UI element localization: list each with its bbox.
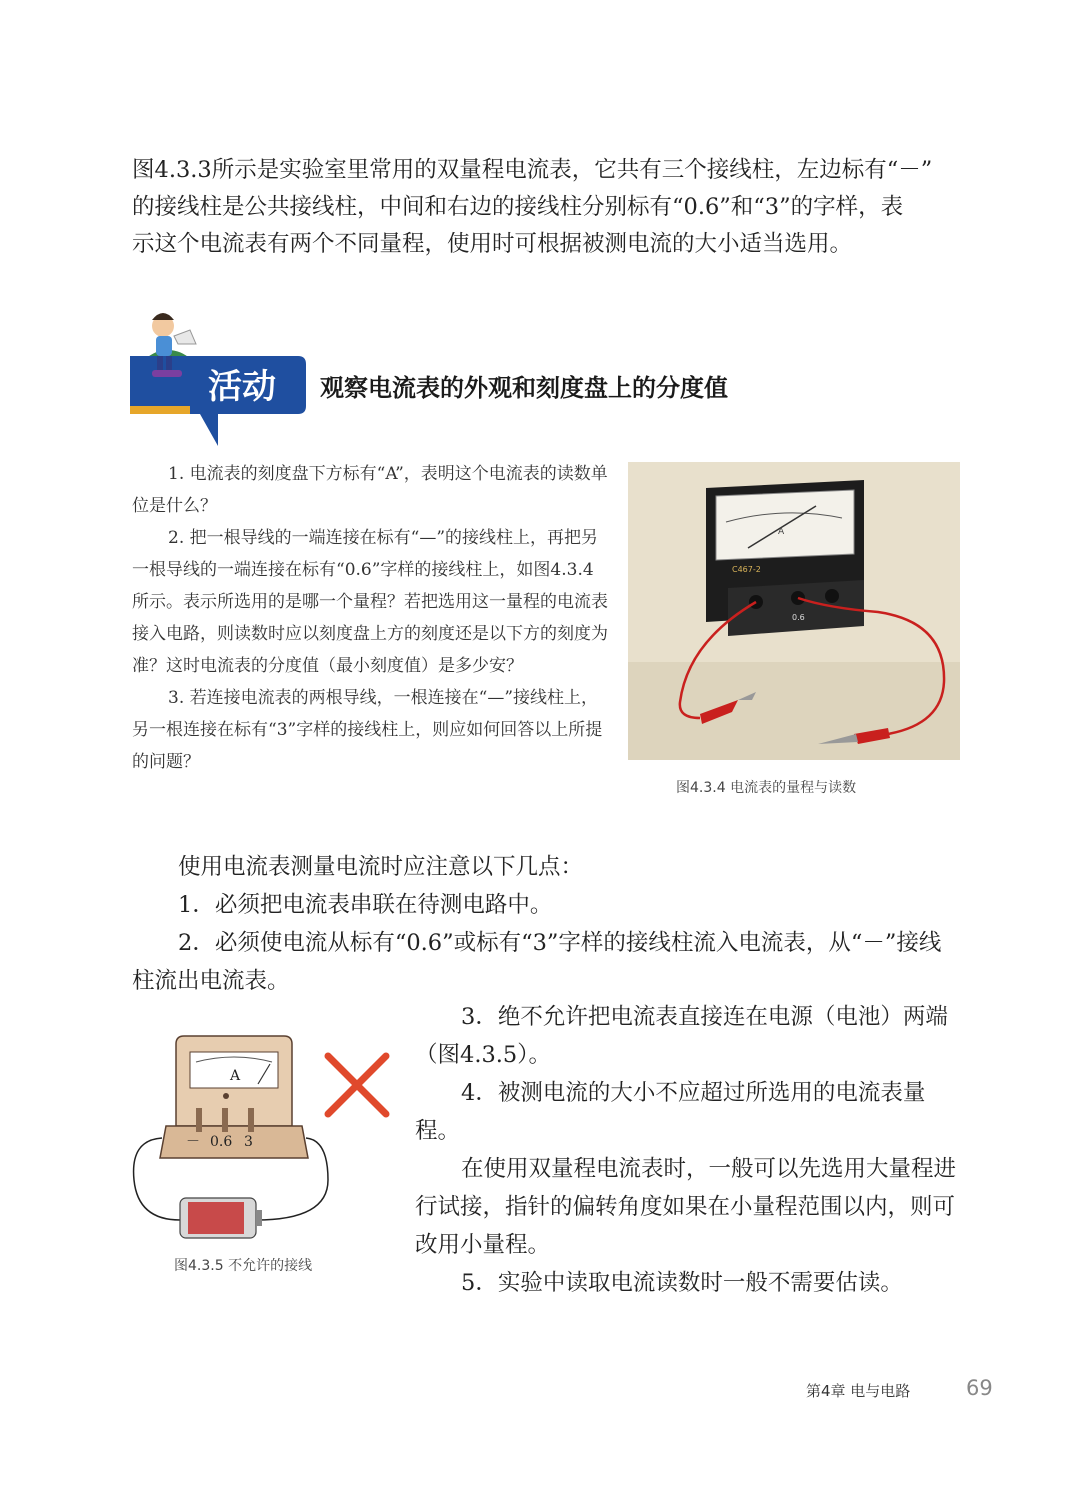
activity-title: 观察电流表的外观和刻度盘上的分度值: [320, 374, 728, 402]
intro-paragraph: [132, 152, 962, 263]
intro-line-3: 示这个电流表有两个不同量程，使用时可根据被测电流的大小适当选用。: [132, 231, 853, 257]
photo-caption: 图4.3.4 电流表的量程与读数: [676, 780, 857, 796]
note-item-5: 5．实验中读取电流读数时一般不需要估读。: [461, 1270, 903, 1296]
chapter-footer: 第4章 电与电路: [806, 1382, 911, 1400]
note-item-2: 2．必须使电流从标有“0.6”或标有“3”字样的接线柱流入电流表，从“－”接线柱流出电流表。: [132, 930, 942, 994]
photo-terminal-label: 0.6: [792, 613, 805, 622]
activity-badge-text: 活动: [208, 367, 276, 407]
activity-questions: [132, 458, 610, 778]
notes-section: [132, 848, 962, 1000]
terminal-minus-label: －: [186, 1134, 200, 1150]
question-1: 1. 电流表的刻度盘下方标有“A”，表明这个电流表的读数单位是什么？: [132, 464, 608, 516]
battery-icon: [180, 1198, 262, 1238]
intro-line-1: 图4.3.3所示是实验室里常用的双量程电流表，它共有三个接线柱，左边标有“－”: [132, 157, 933, 183]
cross-icon: [322, 1050, 392, 1120]
photo-model-label: C467-2: [732, 565, 761, 574]
note-item-4: 4．被测电流的大小不应超过所选用的电流表量程。: [415, 1080, 926, 1144]
notes-right-column: [415, 998, 961, 1302]
diagram-caption: 图4.3.5 不允许的接线: [174, 1258, 313, 1274]
note-item-3: 3．绝不允许把电流表直接连在电源（电池）两端（图4.3.5）。: [415, 1004, 948, 1068]
intro-line-2: 的接线柱是公共接线柱，中间和右边的接线柱分别标有“0.6”和“3”的字样，表: [132, 194, 904, 220]
question-3: 3. 若连接电流表的两根导线，一根连接在“—”接线柱上，另一根连接在标有“3”字样的接线柱上，则应如何回答以上所提的问题？: [132, 688, 603, 772]
photo-unit-label: A: [778, 527, 785, 537]
note-item-1: 1．必须把电流表串联在待测电路中。: [178, 892, 553, 918]
note-item-4b: 在使用双量程电流表时，一般可以先选用大量程进行试接，指针的偏转角度如果在小量程范围以内，则可改用小量程。: [415, 1156, 957, 1258]
terminal-3-label: 3: [244, 1134, 253, 1150]
ammeter-photo: [628, 462, 960, 760]
question-2: 2. 把一根导线的一端连接在标有“—”的接线柱上，再把另一根导线的一端连接在标有“0.6”字样的接线柱上，如图4.3.4所示。表示所选用的是哪一个量程？若把选用这一量程的电流表接入电路，则读数时应以刻度盘上方的刻度还是以下方的刻度为准？这时电流表的分度值（最小刻度值）是多少安？: [132, 528, 608, 676]
notes-lead: 使用电流表测量电流时应注意以下几点：: [178, 854, 584, 880]
page-number: 69: [966, 1376, 993, 1400]
activity-banner: [130, 300, 310, 450]
terminal-06-label: 0.6: [210, 1134, 233, 1150]
diagram-unit-label: A: [230, 1068, 241, 1084]
